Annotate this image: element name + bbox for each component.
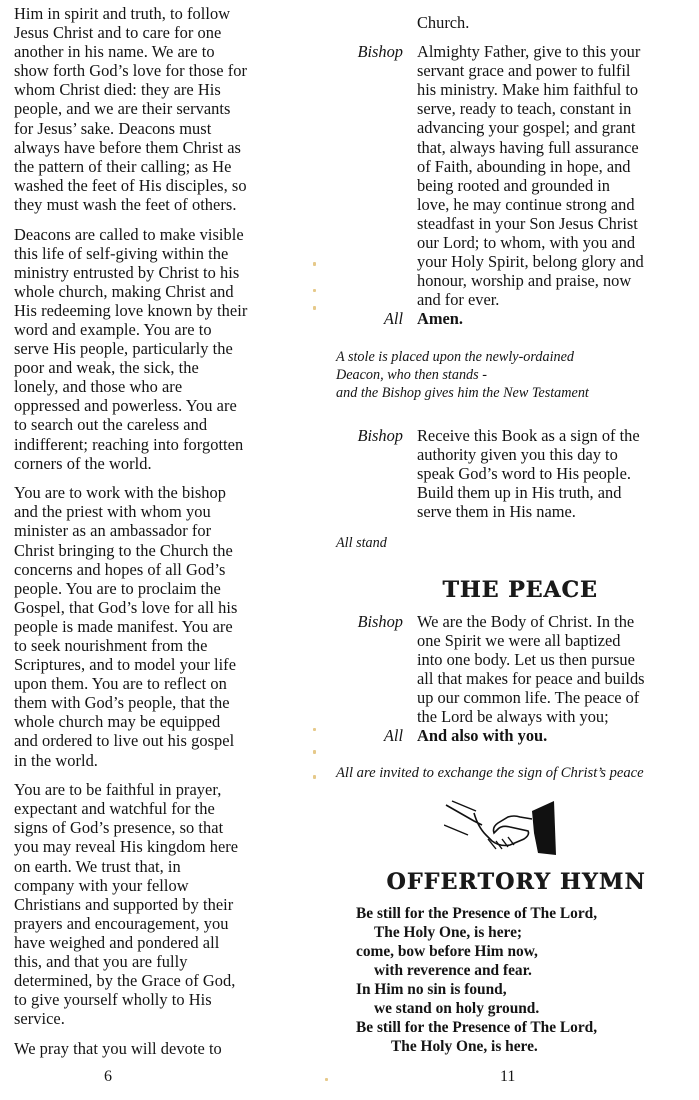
handshake-illustration	[336, 797, 696, 860]
speech-text: Almighty Father, give to this your servant grace and power to fulfil his ministry. Make him faithful to serve, ready to teach, constant in advancing your gospel; and grant that, always having full assurance of Faith, abounding in hope, and being rooted and grounded in love, he may continue strong and steadfast in your Son Jesus Christ our Lord; to whom, with you and your Holy Spirit, belong glory and honour, worship and praise, now and for ever.	[417, 42, 644, 310]
hymn-line: with reverence and fear.	[374, 961, 532, 979]
speaker-label: Bishop	[357, 425, 403, 445]
speech-text: Receive this Book as a sign of the authority given you this day to speak God’s word to His people. Build them up in His truth, and serve them in His name.	[417, 425, 640, 522]
response-text: Amen.	[417, 309, 463, 329]
paragraph: You are to work with the bishop and the priest with whom you minister as an ambassador for Christ bringing to the Church the concerns and hopes of all God’s people. You are to proclaim the Gospel, that God’s love for all his people is made manifest. You are to seek nourishment from the Scriptures, and to model your life upon them. You are to reflect on them with God’s people, that the whole church may be equipped and ordered to live out his gospel in the world.	[14, 483, 238, 770]
section-title-hymn: OFFERTORY HYMN	[386, 868, 646, 895]
speaker-label: Bishop	[357, 42, 403, 62]
rubric: A stole is placed upon the newly-ordained Deacon, who then stands - and the Bishop gives him the New Testament	[336, 348, 589, 402]
left-page	[14, 0, 304, 1068]
paragraph: Him in spirit and truth, to follow Jesus Christ and to care for one another in his name. We are to show forth God’s love for those for whom Christ died: they are His people, and we are their servants for Jesus’ sake. Deacons must always have before them Christ as the pattern of their calling; as He washed the feet of His disciples, so they must wash the feet of others.	[14, 4, 248, 214]
speaker-label: All	[383, 309, 403, 329]
page-number-left: 6	[104, 1068, 112, 1085]
section-title-peace: THE PEACE	[442, 576, 598, 603]
hymn-line: we stand on holy ground.	[374, 1000, 540, 1018]
paragraph: You are to be faithful in prayer, expectant and watchful for the signs of God’s presence, so that you may reveal His kingdom here on earth. We trust that, in company with your fellow Christians and supported by their prayers and encouragement, you have weighed and pondered all this, and that you are fully determined, by the Grace of God, to give yourself wholly to His service.	[14, 780, 239, 1029]
bishop-peace	[336, 612, 696, 727]
right-page	[336, 0, 696, 1056]
hymn-line: Be still for the Presence of The Lord,	[356, 904, 598, 922]
all-response	[336, 726, 696, 745]
bishop-prayer	[336, 42, 696, 309]
response-text: And also with you.	[417, 726, 548, 746]
rubric: All are invited to exchange the sign of Christ’s peace	[336, 765, 644, 782]
hymn-line: The Holy One, is here.	[391, 1038, 538, 1056]
hymn-line: Be still for the Presence of The Lord,	[356, 1019, 598, 1037]
speaker-label: Bishop	[357, 611, 403, 631]
page-number-right: 11	[500, 1068, 516, 1085]
all-response	[336, 309, 696, 328]
bishop-book	[336, 426, 696, 521]
hymn-line: come, bow before Him now,	[356, 942, 538, 960]
rubric: All stand	[336, 535, 387, 552]
hymn-line: In Him no sin is found,	[356, 981, 507, 999]
speaker-label: All	[383, 726, 403, 746]
speech-text: We are the Body of Christ. In the one Spirit we were all baptized into one body. Let us then pursue all that makes for peace and builds up our common life. The peace of the Lord be always with you;	[417, 611, 645, 727]
continuation-text: Church.	[417, 13, 470, 32]
hymn-line: The Holy One, is here;	[374, 923, 523, 941]
paragraph: We pray that you will devote to	[14, 1038, 222, 1058]
hymn-text	[336, 904, 696, 1057]
handshake-icon	[444, 797, 564, 855]
paragraph: Deacons are called to make visible this life of self-giving within the ministry entrusted by Christ to his whole church, making Christ and His redeeming love known by their word and example. You are to serve His people, particularly the poor and weak, the sick, the lonely, and those who are oppressed and powerless. You are to search out the careless and indifferent; reaching into forgotten corners of the world.	[14, 224, 248, 473]
speaker-blank	[336, 13, 417, 32]
